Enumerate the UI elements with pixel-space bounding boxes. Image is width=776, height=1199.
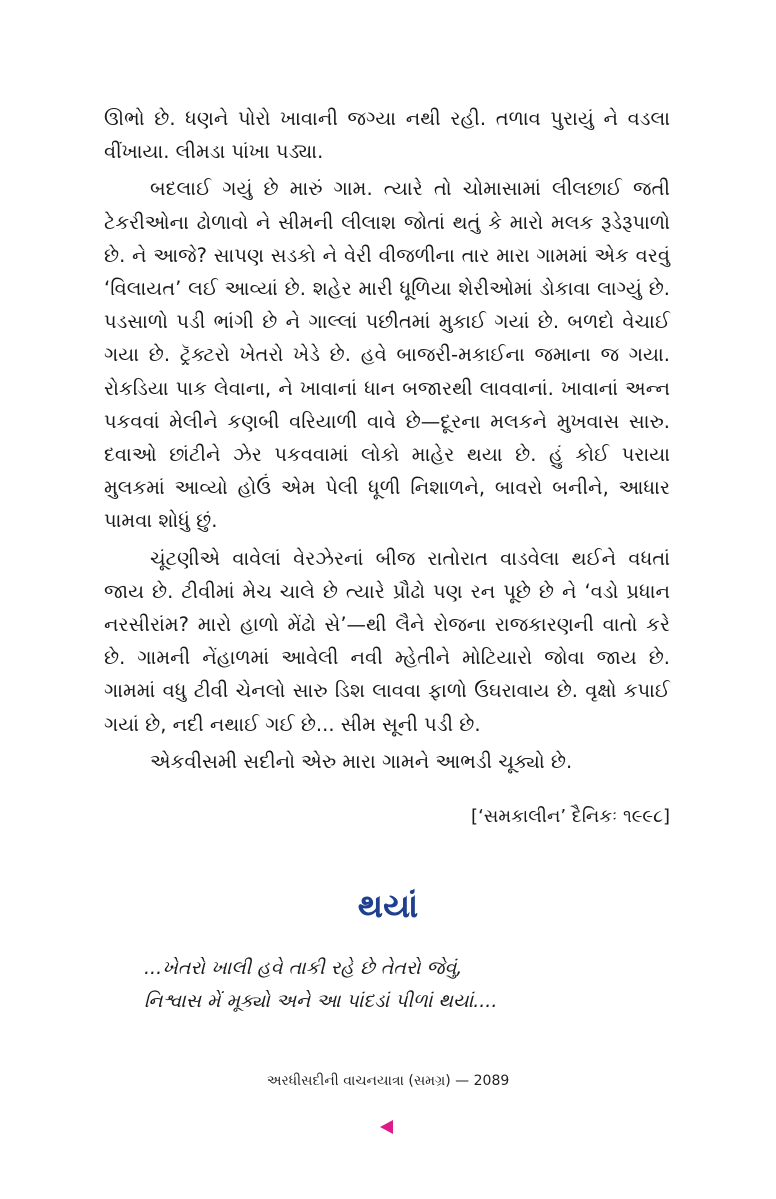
- source-citation: [‘સમકાલીન’ દૈનિકઃ ૧૯૯૮]: [471, 806, 670, 827]
- essay-body: [104, 102, 670, 778]
- verse-line: ...ખેતરો ખાલી હવે તાકી રહે છે તેતરો જેવું,: [144, 957, 463, 979]
- poem-title: થયાં: [357, 886, 419, 925]
- paragraph-continued: ઊભો છે. ધણને પોરો ખાવાની જગ્યા નથી રહી. તળાવ પુરાયું ને વડલા વીંખાયા. લીમડા પાંખા પડ્યા.: [104, 107, 670, 164]
- paragraph: બદલાઈ ગયું છે મારું ગામ. ત્યારે તો ચોમાસામાં લીલછાઈ જતી ટેકરીઓના ઢોળાવો ને સીમની લીલાશ જોતાં થતું કે મારો મલક રૂડેરૂપાળો છે. ને આજે? સાપણ સડકો ને વેરી વીજળીના તાર મારા ગામમાં એક વરવું ‘વિલાયત’ લઈ આવ્યાં છે. શહેર મારી ધૂળિયા શેરીઓમાં ડોકાવા લાગ્યું છે. પડસાળો પડી ભાંગી છે ને ગાલ્લાં પછીતમાં મુકાઈ ગયાં છે. બળદો વેચાઈ ગયા છે. ટ્રૅક્ટરો ખેતરો ખેડે છે. હવે બાજરી-મકાઈના જમાના જ ગયા. રોકડિયા પાક લેવાના, ને ખાવાનાં ધાન બજારથી લાવવાનાં. ખાવાનાં અન્ન પકવવાં મેલીને કણબી વરિયાળી વાવે છે—દૂરના મલકને મુખવાસ સારુ. દવાઓ છાંટીને ઝેર પકવવામાં લોકો માહેર થયા છે. હું કોઈ પરાયા મુલકમાં આવ્યો હોઉં એમ પેલી ધૂળી નિશાળને, બાવરો બનીને, આધાર પામવા શોધું છું.: [104, 177, 670, 533]
- paragraph: એકવીસમી સદીનો એરુ મારા ગામને આભડી ચૂક્યો છે.: [150, 749, 573, 773]
- previous-page-arrow-icon[interactable]: [380, 1120, 393, 1134]
- running-footer: અરધીસદીની વાચનયાત્રા (સમગ્ર) — 2089: [266, 1073, 510, 1089]
- paragraph: ચૂંટણીએ વાવેલાં વેરઝેરનાં બીજ રાતોરાત વાડવેલા થઈને વધતાં જાય છે. ટીવીમાં મેચ ચાલે છે ત્યારે પ્રૌઢો પણ રન પૂછે છે ને ‘વડો પ્રધાન નરસીરાંમ? મારો હાળો મેંઢો સે’—થી લૈને રોજના રાજકારણની વાતો કરે છે. ગામની નેંહાળમાં આવેલી નવી મ્હેતીને મોટિયારો જોવા જાય છે. ગામમાં વધુ ટીવી ચેનલો સારુ ડિશ લાવવા ફાળો ઉઘરાવાય છે. વૃક્ષો કપાઈ ગયાં છે, નદી નથાઈ ગઈ છે... સીમ સૂની પડી છે.: [104, 546, 670, 736]
- verse-line: નિશ્વાસ મેં મૂક્યો અને આ પાંદડાં પીળાં થયાં....: [144, 990, 498, 1012]
- poem-verse: [144, 952, 664, 1018]
